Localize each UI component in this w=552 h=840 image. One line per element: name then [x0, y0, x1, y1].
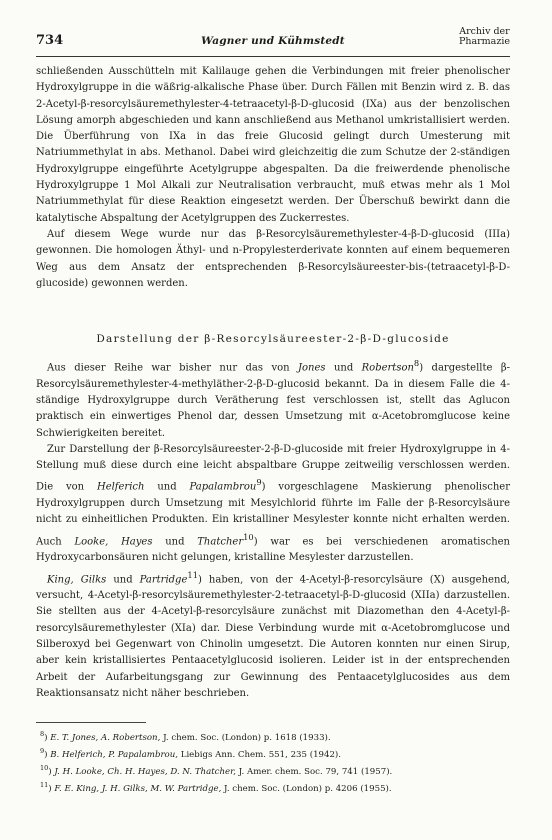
header-rule [36, 56, 510, 57]
footnote-ref: 9 [256, 477, 262, 488]
footnote-ref: 10 [243, 531, 254, 542]
section-heading: Darstellung der β-Resorcylsäureester-2-β-D-glucoside [96, 333, 450, 345]
author-name: Helferich [96, 481, 145, 493]
footnote-ref: 8 [413, 358, 420, 368]
footnote: $^{11}$) F. E. King, J. H. Gilks, M. W. Partridge, J. chem. Soc. (London) p. 4206 (1955). [40, 781, 392, 795]
footnote: $^8$) E. T. Jones, A. Robertson, J. chem. Soc. (London) p. 1618 (1933). [40, 730, 331, 743]
paragraph: Zur Darstellung der β-Resorcylsäureester-2-β-D-glucoside mit freier Hydroxylgruppe in 4-Stellung muß diese durch eine leicht abspaltbare Gruppe zeitweilig verschlossen werden. Die von Helferich und Papalambrou$^9$) vorgeschlagene Maskierung phenolischer Hydroxylgruppen durch Umsetzung mit Mesylchlorid führte im Falle der β-Resorcylsäure nicht zu einheitlichen Produkten. Ein kristalliner Mesylester konnte nicht erhalten werden. Auch Looke, Hayes und Thatcher$^{10}$) war es bei verschiedenen aromatischen Hydroxycarbonsäuren nicht gelungen, kristalline Mesylester darzustellen. [36, 443, 511, 564]
paragraph: schließenden Ausschütteln mit Kalilauge gehen die Verbindungen mit freier phenolischer Hydroxylgruppe in die wäßrig-alkalische Phase über. Durch Fällen mit Benzin wird z. B. das 2-Acetyl-β-resorcylsäuremethylester-4-tetraacetyl-β-D-glucosid (IXa) aus der benzolischen Lösung amorph abgeschieden und kann anschließend aus Methanol umkristallisiert werden. Die Überführung von IXa in das freie Glucosid gelingt durch Umesterung mit Natriummethylat in abs. Methanol. Dabei wird gleichzeitig die zum Schutze der 2-ständigen Hydroxylgruppe eingeführte Acetylgruppe abgespalten. Da die freiwerdende phenolische Hydroxylgruppe 1 Mol Alkali zur Neutralisation verbraucht, muß etwas mehr als 1 Mol Natriummethylat für diese Reaktion eingesetzt werden. Der Überschuß bewirkt dann die katalytische Abspaltung der Acetylgruppen des Zuckerrestes. [36, 66, 510, 224]
journal-name-line1: Archiv der [459, 26, 510, 37]
footnote-rule [36, 722, 146, 723]
body-block-2 [36, 355, 510, 702]
author-name: Looke, Hayes [74, 535, 153, 547]
journal-name-line2: Pharmazie [458, 36, 510, 47]
author-name: Jones [297, 362, 326, 374]
paragraph: Auf diesem Wege wurde nur das β-Resorcylsäuremethylester-4-β-D-glucosid (IIIa) gewonnen. Die homologen Äthyl- und n-Propylesterderivate konnten auf einem bequemeren Weg aus dem Ansatz der entsprechenden β-Resorcylsäureester-bis-(tetraacetyl-β-D-glucoside) gewonnen werden. [36, 228, 510, 289]
author-name: Thatcher [197, 535, 244, 547]
author-name: Papalambrou [189, 481, 257, 493]
page-header [36, 27, 510, 53]
author-name: Robertson [361, 362, 414, 374]
footnote: $^{10}$) J. H. Looke, Ch. H. Hayes, D. N. Thatcher, J. Amer. chem. Soc. 79, 741 (1957). [40, 764, 393, 777]
author-name: Partridge [139, 573, 188, 585]
author-name: King, Gilks [47, 573, 107, 585]
footnote-ref: 11 [187, 569, 198, 580]
paragraph: Aus dieser Reihe war bisher nur das von Jones und Robertson$^8$) dargestellte β-Resorcylsäuremethylester-4-methyläther-2-β-D-glucosid bekannt. Da in diesem Falle die 4-ständige Hydroxylgruppe durch Verätherung fest verschlossen ist, stellt das Aglucon praktisch ein einwertiges Phenol dar, dessen Umsetzung mit α-Acetobromglucose keine Schwierigkeiten bereitet. [36, 358, 511, 439]
body-block-1 [36, 64, 510, 292]
footnote: $^9$) B. Helferich, P. Papalambrou, Liebigs Ann. Chem. 551, 235 (1942). [40, 747, 342, 760]
page-number: 734 [36, 33, 64, 48]
footnotes [40, 728, 510, 796]
running-title: Wagner und Kühmstedt [201, 35, 345, 47]
journal-name [459, 27, 510, 47]
paragraph: King, Gilks und Partridge$^{11}$) haben, von der 4-Acetyl-β-resorcylsäure (X) ausgehend, versucht, 4-Acetyl-β-resorcylsäuremethylester-2-tetraacetyl-β-D-glucosid (XIIa) darzustellen. Sie stellten aus der 4-Acetyl-β-resorcylsäure zunächst mit Diazomethan den 4-Acetyl-β-resorcylsäuremethylester (XIa) dar. Diese Verbindung wurde mit α-Acetobromglucose und Silberoxyd bei Gegenwart von Chinolin umgesetzt. Die Autoren konnten nur einen Sirup, aber kein kristallisiertes Pentaacetylglucosid isolieren. Leider ist in der entsprechenden Arbeit der Aufarbeitungsgang zur Gewinnung des Pentaacetylglucosides aus dem Reaktionsansatz nicht näher beschrieben. [36, 569, 510, 699]
